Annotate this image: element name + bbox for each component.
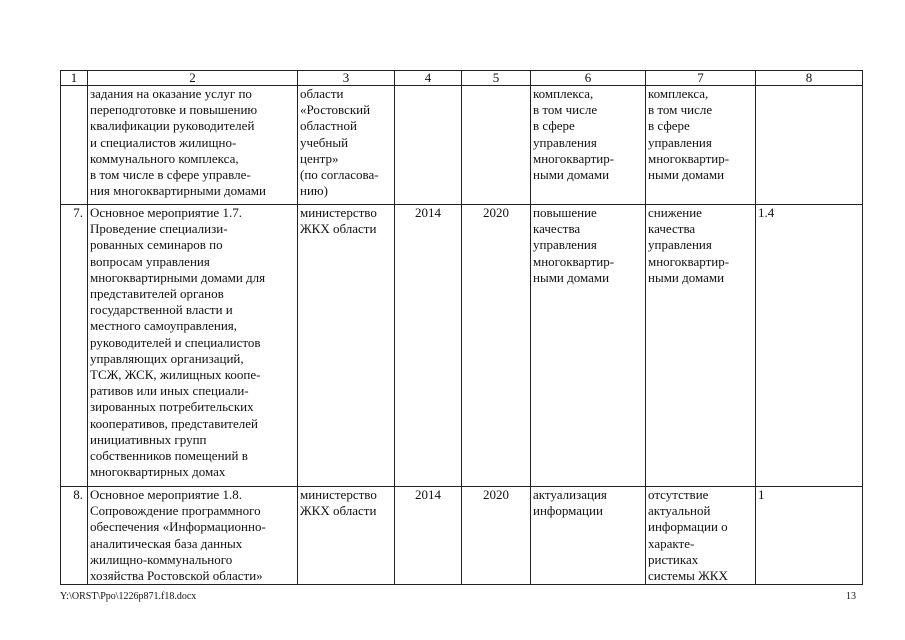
footer-file-path: Y:\ORST\Ppo\1226p871.f18.docx [60, 591, 197, 602]
measure-name: Основное мероприятие 1.7. Проведение специализи- рованных семинаров по вопросам управления многоквартирными домами для представителей органов государственной власти и местного самоуправления, руководителей и специалистов управляющих организаций, ТСЖ, ЖСК, жилищных коопе- ративов или иных специали- зированных потребительских кооперативов, представителей инициативных групп собственников помещений в многоквартирных домах [88, 205, 298, 487]
executor: области «Ростовский областной учебный центр» (по согласова- нию) [298, 86, 395, 205]
end-year: 2020 [462, 487, 531, 585]
expected-result: комплекса, в том числе в сфере управления многоквартир- ными домами [531, 86, 646, 205]
measure-name: Основное мероприятие 1.8. Сопровождение программного обеспечения «Информационно- аналитическая база данных жилищно-коммунального хозяйства Ростовской области» [88, 487, 298, 585]
table-row [61, 205, 863, 487]
col-header-1: 1 [61, 71, 88, 86]
end-year: 2020 [462, 205, 531, 487]
expected-result: повышение качества управления многоквартир- ными домами [531, 205, 646, 487]
footer-page-number: 13 [846, 591, 856, 602]
program-measures-table [60, 70, 863, 585]
start-year: 2014 [395, 487, 462, 585]
indicator-link: 1.4 [756, 205, 863, 487]
non-implementation-consequence: отсутствие актуальной информации о характе- ристиках системы ЖКХ [646, 487, 756, 585]
expected-result: актуализация информации [531, 487, 646, 585]
row-number: 8. [61, 487, 88, 585]
non-implementation-consequence: снижение качества управления многоквартир- ными домами [646, 205, 756, 487]
col-header-4: 4 [395, 71, 462, 86]
end-year [462, 86, 531, 205]
col-header-7: 7 [646, 71, 756, 86]
executor: министерство ЖКХ области [298, 487, 395, 585]
indicator-link: 1 [756, 487, 863, 585]
column-number-row [61, 71, 863, 86]
row-number [61, 86, 88, 205]
col-header-3: 3 [298, 71, 395, 86]
start-year: 2014 [395, 205, 462, 487]
measure-name: задания на оказание услуг по переподготовке и повышению квалификации руководителей и специалистов жилищно- коммунального комплекса, в том числе в сфере управле- ния многоквартирными домами [88, 86, 298, 205]
start-year [395, 86, 462, 205]
col-header-5: 5 [462, 71, 531, 86]
non-implementation-consequence: комплекса, в том числе в сфере управления многоквартир- ными домами [646, 86, 756, 205]
table-row [61, 86, 863, 205]
table-row [61, 487, 863, 585]
col-header-8: 8 [756, 71, 863, 86]
col-header-6: 6 [531, 71, 646, 86]
row-number: 7. [61, 205, 88, 487]
executor: министерство ЖКХ области [298, 205, 395, 487]
col-header-2: 2 [88, 71, 298, 86]
indicator-link [756, 86, 863, 205]
